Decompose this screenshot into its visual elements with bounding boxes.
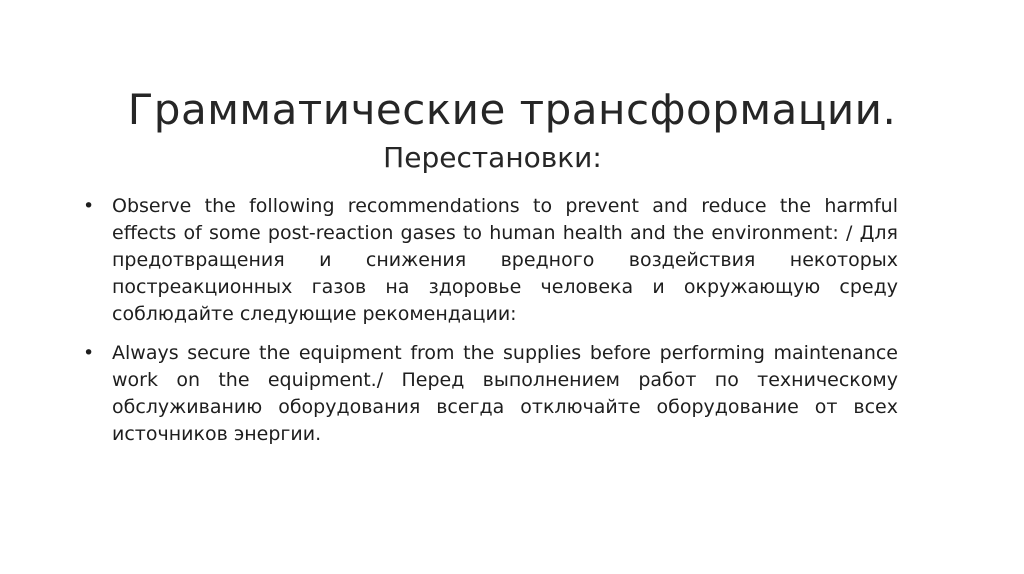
- bullet-text: Observe the following recommendations to prevent and reduce the harmful effects of some post-reaction gases to human health and the environment: / Для предотвращения и снижения вредного воздействия некоторых постреакционных газов на здоровье человека и окружающую среду соблюдайте следующие рекомендации:: [112, 195, 898, 325]
- slide-subtitle: Перестановки:: [383, 141, 602, 174]
- slide-title: Грамматические трансформации.: [127, 85, 897, 135]
- bullet-marker: •: [83, 342, 95, 364]
- bullet-list: [80, 193, 898, 460]
- bullet-text: Always secure the equipment from the supplies before performing maintenance work on the equipment./ Перед выполнением работ по техническому обслуживанию оборудования всегда отключайте оборудование от всех источников энергии.: [112, 342, 898, 445]
- bullet-item-2: [80, 340, 898, 448]
- bullet-item-1: [80, 193, 898, 328]
- bullet-marker: •: [83, 195, 95, 217]
